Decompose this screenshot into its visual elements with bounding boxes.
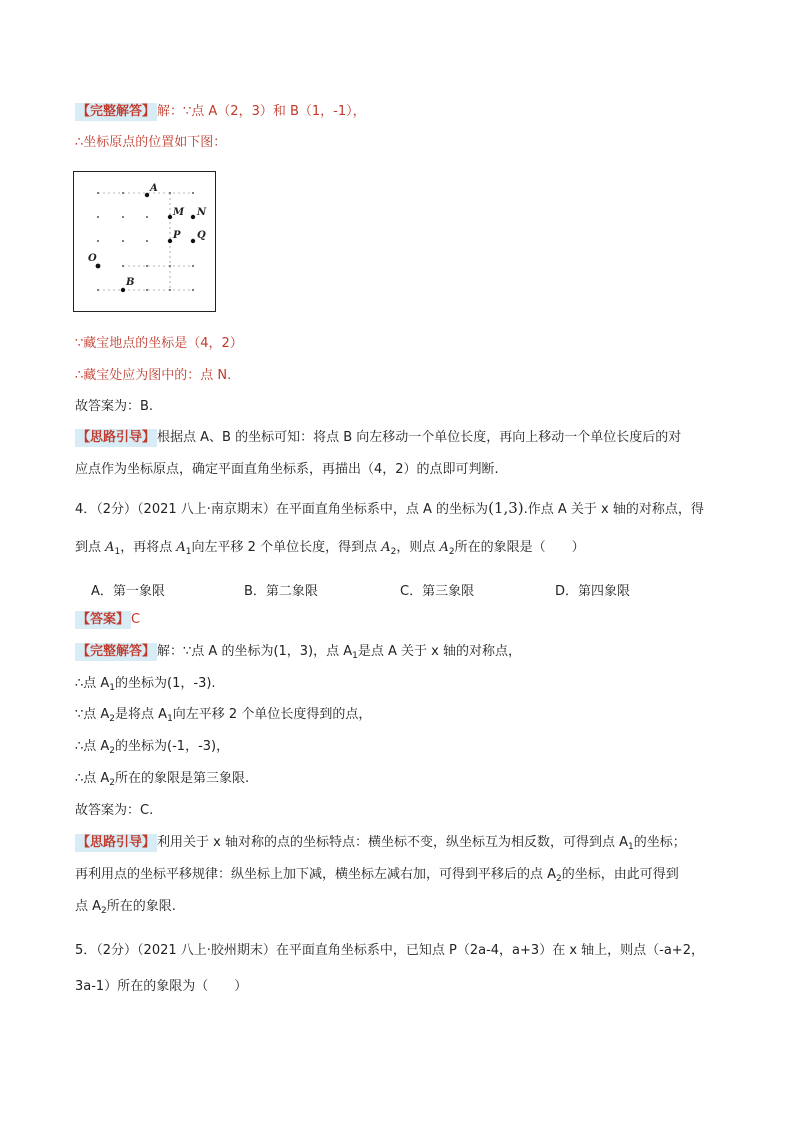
answer-value: C [131, 612, 141, 627]
q4-a2-b: A [439, 540, 449, 555]
sol-l4-sub: 2 [109, 746, 116, 756]
guide2-l3: 点 A [75, 899, 102, 914]
guide2-line-3 [75, 898, 176, 916]
sol-l3-sub: 2 [109, 714, 116, 724]
solution-line-1 [75, 103, 366, 121]
q4-a1: A [105, 540, 115, 555]
question-4-line-1 [75, 499, 704, 519]
point-o-dot [96, 264, 101, 269]
q4-a1-sub-b: 1 [185, 547, 192, 557]
point-n-dot [191, 215, 195, 219]
question-4-text-1: 4．（2分）（2021 八上·南京期末）在平面直角坐标系中，点 A 的坐标为 [75, 502, 489, 517]
q4-seg-d: ，则点 [396, 540, 440, 555]
question-5-line-2: 3a-1）所在的象限为（ ） [75, 979, 248, 994]
sol-l3-sub2: 1 [167, 714, 173, 724]
question-4-coord: (1,3) [488, 499, 524, 517]
answer-tag: 【答案】 [77, 612, 130, 627]
guide2-l1-sub: 1 [628, 842, 634, 852]
full-solution-line-6: 故答案为：C. [75, 803, 154, 818]
guide-line-1 [75, 429, 681, 447]
solution-line-3: ∵藏宝地点的坐标是（4，2） [75, 336, 243, 351]
q4-seg-b: ，再将点 [120, 540, 177, 555]
sol-l5b: 所在的象限是第三象限. [115, 771, 250, 786]
option-a[interactable]: A．第一象限 [91, 584, 165, 599]
full-solution-line-1 [75, 643, 521, 661]
point-b-dot [121, 288, 125, 292]
guide-tag: 【思路引导】 [77, 430, 156, 445]
point-p-dot [168, 239, 172, 243]
guide2-l2-sub: 2 [556, 874, 562, 884]
q4-a2-sub-b: 2 [448, 547, 455, 557]
sol-l2-sub: 1 [109, 683, 116, 693]
dot-grid [74, 172, 217, 313]
guide-text-1: 根据点 A、B 的坐标可知：将点 B 向左移动一个单位长度，再向上移动一个单位长度后的对 [157, 430, 682, 445]
option-d[interactable]: D．第四象限 [555, 584, 631, 599]
q4-seg-e: 所在的象限是（ ） [454, 540, 585, 555]
sol-l1b: 是点 A 关于 x 轴的对称点， [357, 644, 522, 659]
label-p: P [173, 230, 181, 241]
answer-row [75, 611, 140, 629]
guide2-l1: 利用关于 x 轴对称的点的坐标特点：横坐标不变，纵坐标互为相反数，可得到点 A [157, 835, 628, 850]
q4-seg-c: 向左平移 2 个单位长度，得到点 [191, 540, 382, 555]
sol-l1: 解：∵点 A 的坐标为(1，3)，点 A [157, 644, 353, 659]
full-solution-tag: 【完整解答】 [77, 644, 156, 659]
sol-l3b: 是将点 A [115, 707, 168, 722]
guide2-line-2 [75, 866, 679, 884]
solution-line-2: ∴坐标原点的位置如下图： [75, 135, 227, 150]
guide2-l3-sub: 2 [101, 906, 107, 916]
full-solution-line-3 [75, 706, 371, 724]
point-m-dot [168, 215, 172, 219]
question-4-line-2 [75, 539, 585, 557]
sol-l3c: 向左平移 2 个单位长度得到的点， [172, 707, 372, 722]
treasure-map-figure [73, 171, 216, 312]
sol-l4: ∴点 A [75, 739, 110, 754]
q4-a1-b: A [176, 540, 186, 555]
sol-l2b: 的坐标为(1，-3). [115, 676, 216, 691]
point-q-dot [191, 239, 195, 243]
q4-a2-sub: 2 [390, 547, 397, 557]
full-solution-line-2 [75, 675, 216, 693]
q4-seg-a: 到点 [75, 540, 106, 555]
guide2-tag: 【思路引导】 [77, 835, 156, 850]
label-q: Q [197, 230, 206, 241]
point-a-dot [145, 193, 149, 197]
full-solution-line-4 [75, 738, 229, 756]
answer-line: 故答案为：B. [75, 399, 154, 414]
guide2-l2: 再利用点的坐标平移规律：纵坐标上加下减，横坐标左减右加，可得到平移后的点 A [75, 867, 557, 882]
full-solution-line-5 [75, 770, 249, 788]
sol-l3: ∵点 A [75, 707, 110, 722]
label-n: N [197, 207, 207, 218]
option-c[interactable]: C．第三象限 [400, 584, 475, 599]
q4-a1-sub: 1 [114, 547, 121, 557]
sol-l4b: 的坐标为(-1，-3)， [115, 739, 230, 754]
guide2-line-1 [75, 834, 686, 852]
question-5-line-1: 5．（2分）（2021 八上·胶州期末）在平面直角坐标系中，已知点 P（2a-4，a+3）在 x 轴上，则点（-a+2， [75, 943, 704, 958]
guide2-l2b: 的坐标，由此可得到 [561, 867, 679, 882]
label-m: M [173, 207, 185, 218]
guide2-l3b: 所在的象限. [106, 899, 176, 914]
sol-l1-sub: 1 [352, 651, 358, 661]
solution-tag: 【完整解答】 [77, 104, 156, 119]
question-4-text-2: .作点 A 关于 x 轴的对称点，得 [523, 502, 704, 517]
sol-l5: ∴点 A [75, 771, 110, 786]
label-b: B [126, 277, 135, 288]
label-o: O [88, 253, 97, 264]
guide2-l1b: 的坐标； [633, 835, 686, 850]
q4-a2: A [381, 540, 391, 555]
guide-line-2: 应点作为坐标原点，确定平面直角坐标系，再描出（4，2）的点即可判断. [75, 462, 499, 477]
solution-line-4: ∴藏宝处应为图中的：点 N. [75, 368, 232, 383]
sol-l2: ∴点 A [75, 676, 110, 691]
solution-text: 解：∵点 A（2，3）和 B（1，-1）， [157, 104, 366, 119]
label-a: A [150, 183, 158, 194]
option-b[interactable]: B．第二象限 [244, 584, 318, 599]
sol-l5-sub: 2 [109, 778, 116, 788]
